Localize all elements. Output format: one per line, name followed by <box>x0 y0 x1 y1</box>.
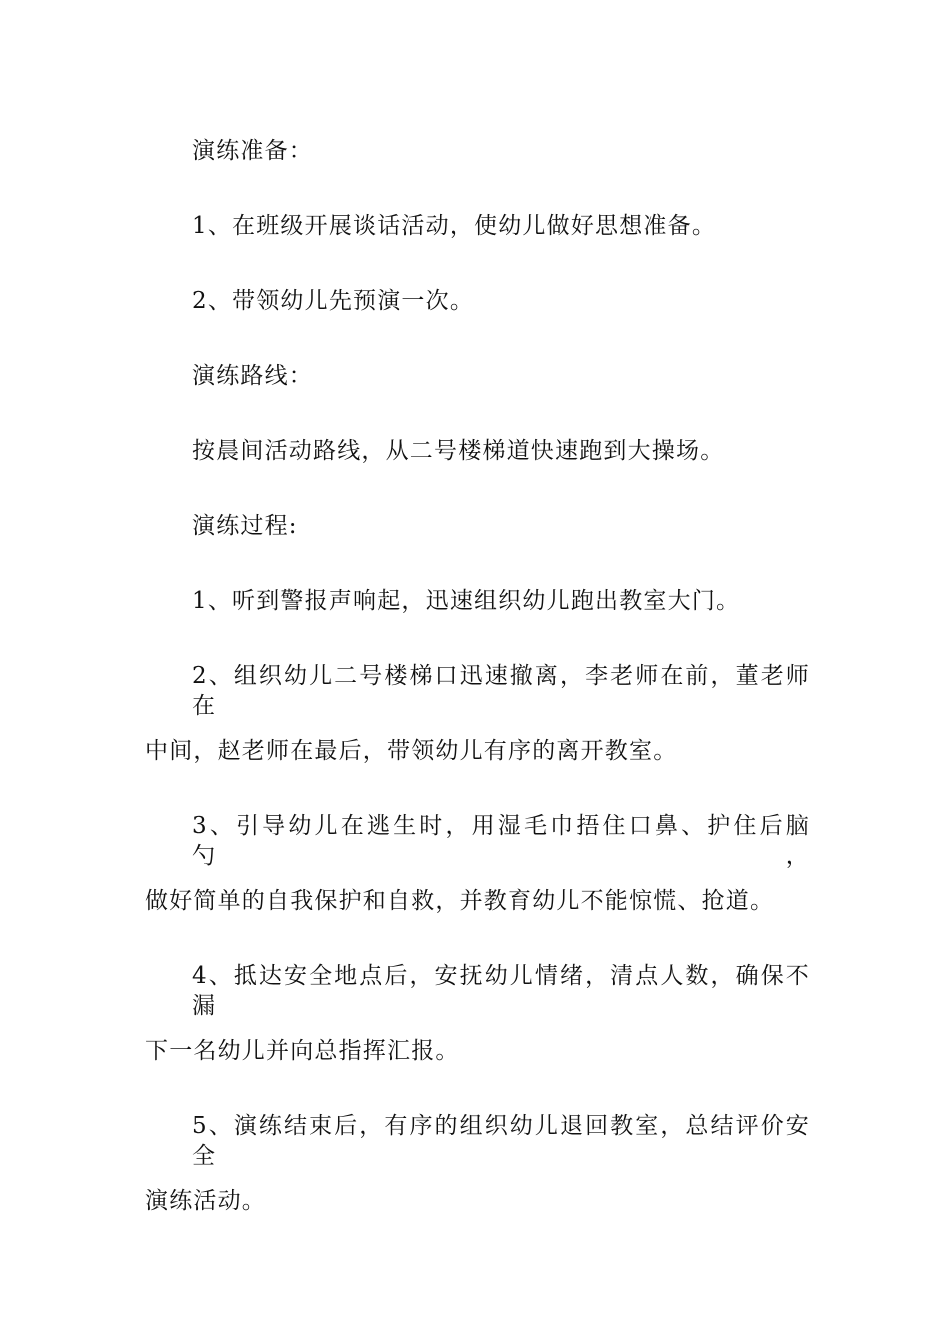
paragraph-line: 下一名幼儿并向总指挥汇报。 <box>145 1038 460 1064</box>
paragraph-line: 按晨间活动路线，从二号楼梯道快速跑到大操场。 <box>192 438 725 464</box>
paragraph-line: 4、抵达安全地点后，安抚幼儿情绪，清点人数，确保不漏 <box>192 963 810 1019</box>
heading-process: 演练过程: <box>192 513 298 539</box>
heading-preparation: 演练准备： <box>192 138 313 164</box>
paragraph-line: 5、演练结束后，有序的组织幼儿退回教室，总结评价安全 <box>192 1113 810 1169</box>
paragraph-line: 2、组织幼儿二号楼梯口迅速撤离，李老师在前，董老师在 <box>192 663 810 719</box>
paragraph-line: 1、在班级开展谈话活动，使幼儿做好思想准备。 <box>192 213 717 239</box>
heading-route: 演练路线： <box>192 363 313 389</box>
paragraph-line: 1、听到警报声响起，迅速组织幼儿跑出教室大门。 <box>192 588 741 614</box>
paragraph-line: 做好简单的自我保护和自救，并教育幼儿不能惊慌、抢道。 <box>145 888 775 914</box>
paragraph-line: 中间，赵老师在最后，带领幼儿有序的离开教室。 <box>145 738 678 764</box>
paragraph-line: 3、引导幼儿在逃生时，用湿毛巾捂住口鼻、护住后脑勺， <box>192 813 810 869</box>
paragraph-line: 演练活动。 <box>145 1188 266 1214</box>
paragraph-line: 2、带领幼儿先预演一次。 <box>192 288 475 314</box>
